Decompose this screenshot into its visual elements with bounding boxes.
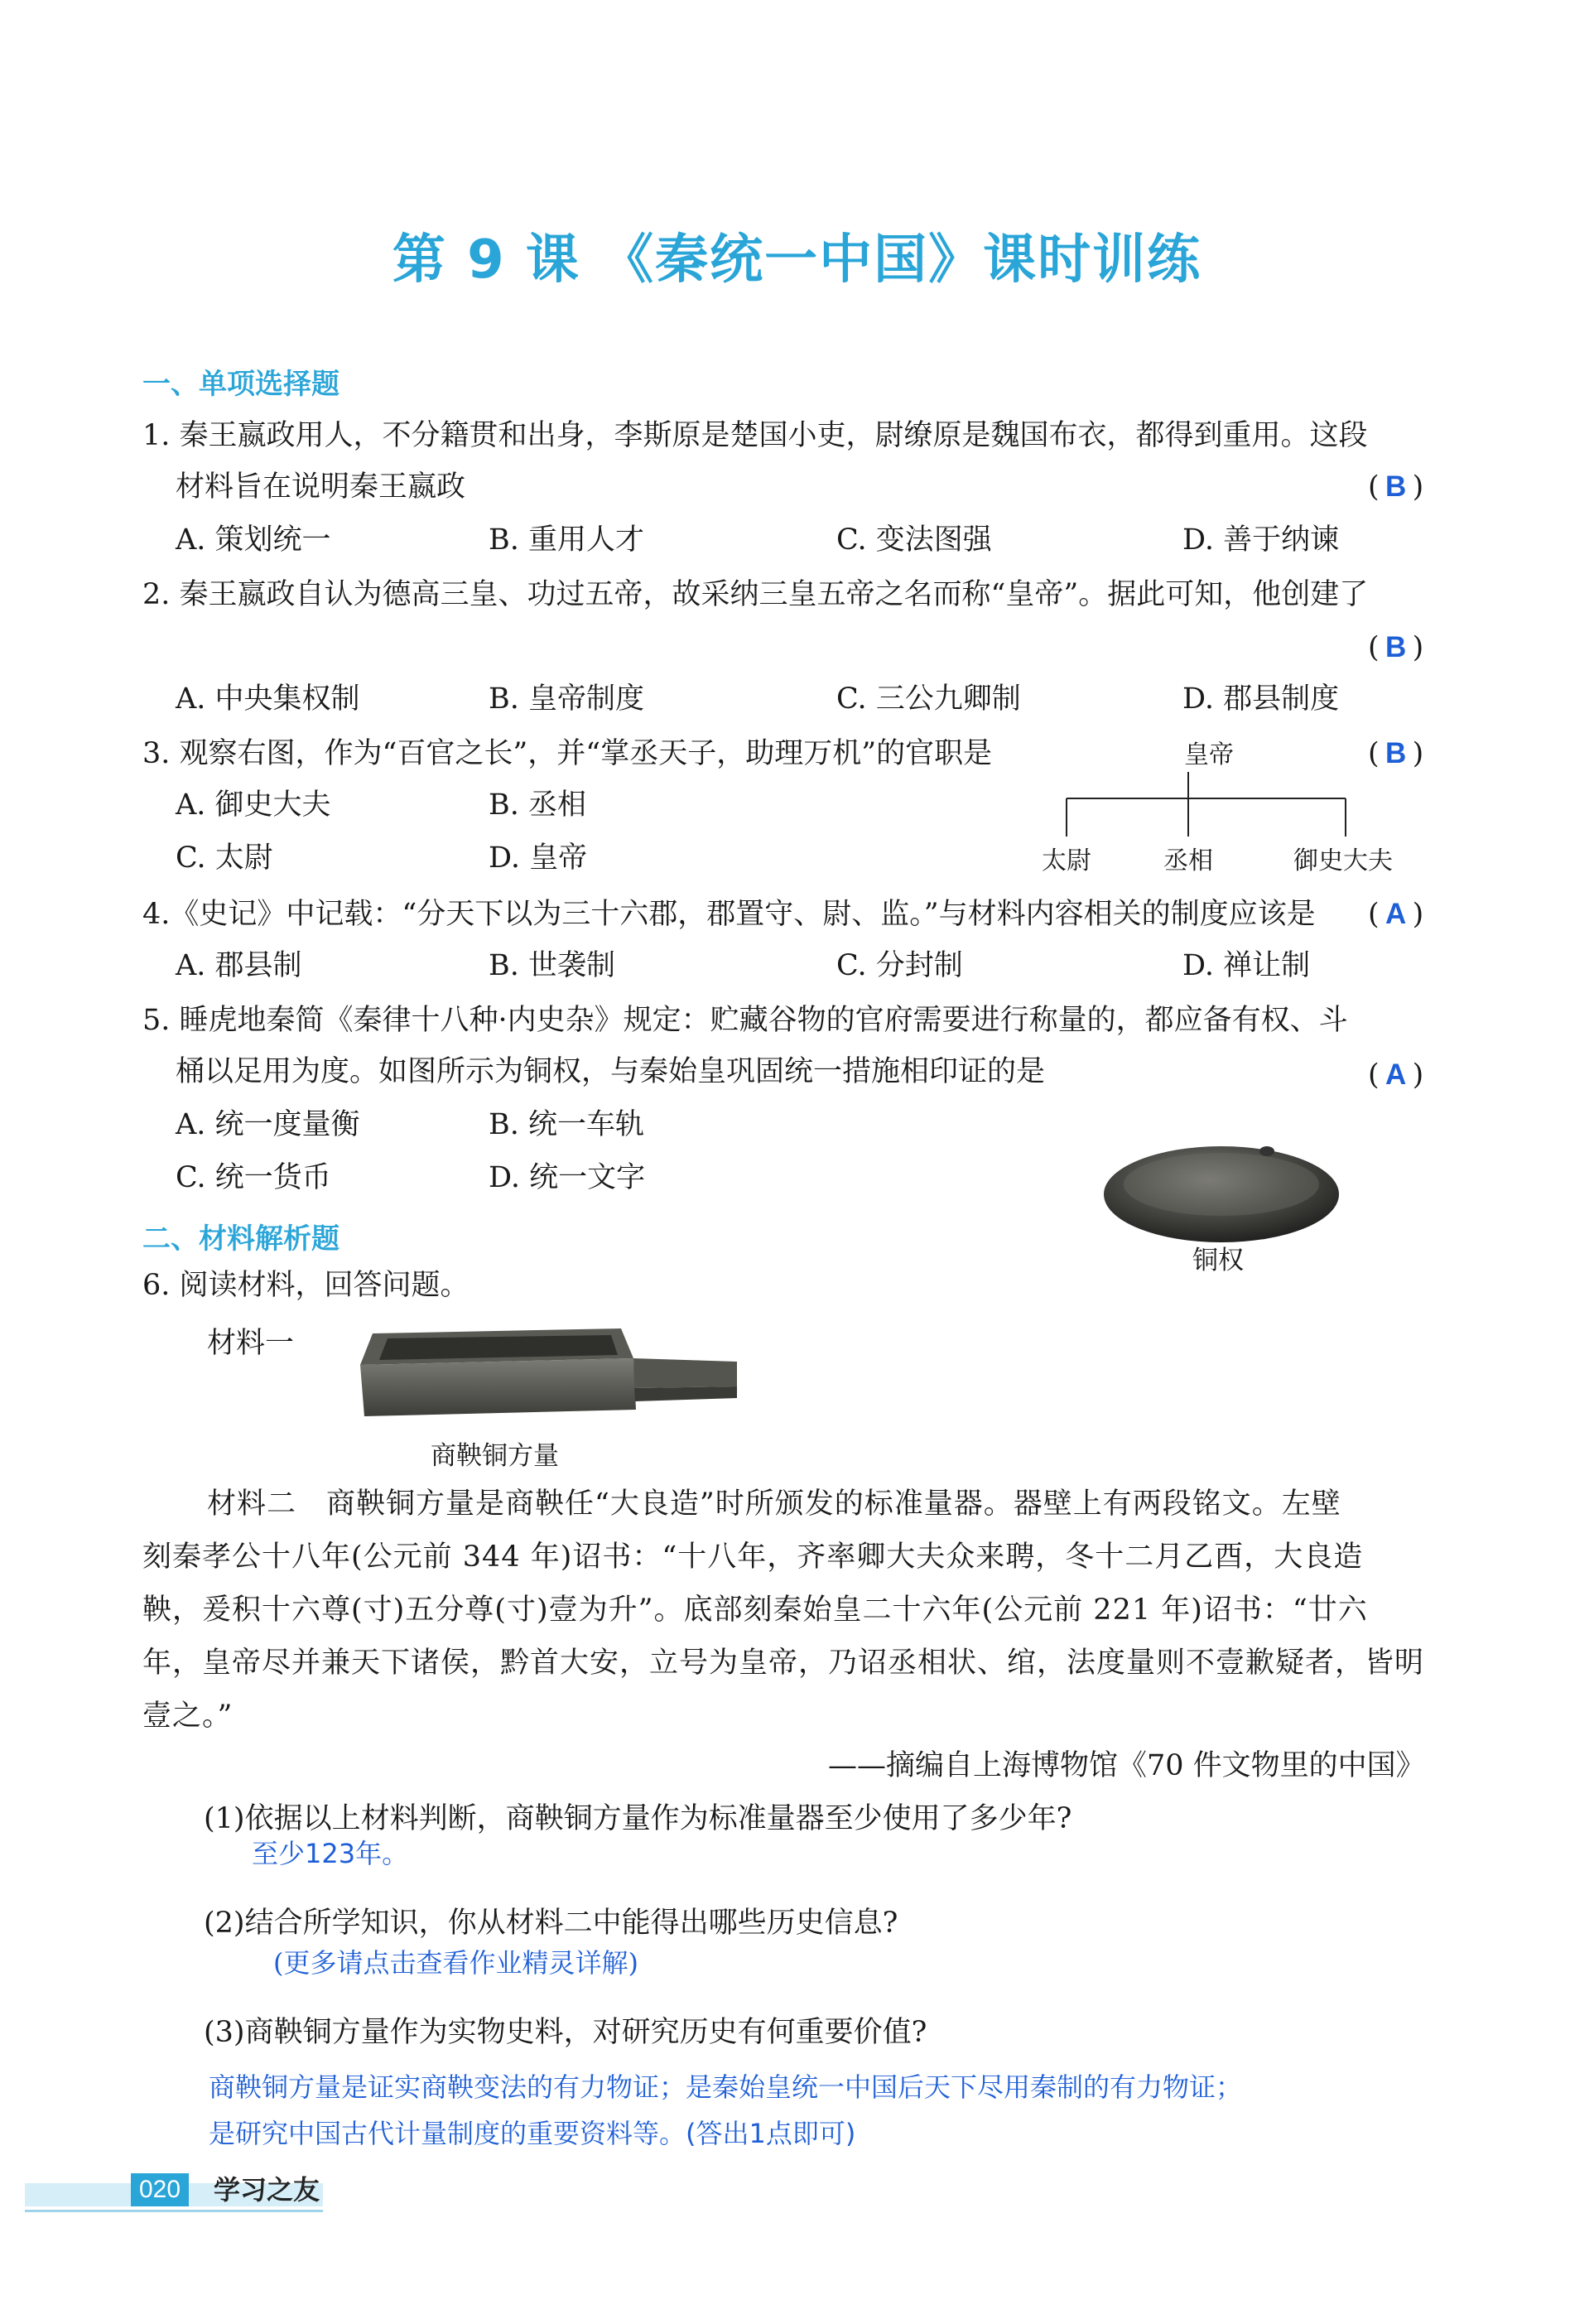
q3-option-b: B. 丞相 xyxy=(489,788,586,822)
q6-sub3-question: (3)商鞅铜方量作为实物史料，对研究历史有何重要价值? xyxy=(204,2016,927,2049)
material2-line5: 壹之。” xyxy=(142,1700,234,1733)
q5-stem-line2: 桶以足用为度。如图所示为铜权，与秦始皇巩固统一措施相印证的是 xyxy=(176,1055,1046,1088)
shang-yang-measure-image xyxy=(348,1319,745,1426)
q5-option-d: D. 统一文字 xyxy=(489,1161,646,1194)
q3-option-a: A. 御史大夫 xyxy=(176,788,331,822)
q1-answer: ( B ) xyxy=(1368,470,1424,504)
official-hierarchy-diagram xyxy=(1035,734,1393,883)
q1-option-d: D. 善于纳谏 xyxy=(1182,523,1340,557)
chart-node-taiwei: 太尉 xyxy=(1042,846,1091,875)
q4-stem-line1: 4.《史记》中记载：“分天下以为三十六郡，郡置守、尉、监。”与材料内容相关的制度应该是 xyxy=(142,898,1316,931)
q6-sub1-answer: 至少123年。 xyxy=(252,1838,409,1869)
bronze-weight-caption: 铜权 xyxy=(1192,1246,1244,1275)
q4-answer: ( A ) xyxy=(1368,898,1424,931)
q4-option-d: D. 禅让制 xyxy=(1182,949,1311,982)
q3-option-c: C. 太尉 xyxy=(176,841,273,875)
q6-sub2-answer-link[interactable]: (更多请点击查看作业精灵详解) xyxy=(273,1947,638,1979)
q3-stem-line1: 3. 观察右图，作为“百官之长”，并“掌丞天子，助理万机”的官职是 xyxy=(142,737,993,770)
chart-node-chengxiang: 丞相 xyxy=(1163,846,1213,875)
q1-stem-line1: 1. 秦王嬴政用人，不分籍贯和出身，李斯原是楚国小吏，尉缭原是魏国布衣，都得到重用。这段 xyxy=(142,419,1368,452)
q6-sub2-question: (2)结合所学知识，你从材料二中能得出哪些历史信息? xyxy=(204,1907,898,1940)
q2-answer: ( B ) xyxy=(1368,631,1424,664)
q5-answer: ( A ) xyxy=(1368,1058,1424,1092)
material2-line1: 材料二 商鞅铜方量是商鞅任“大良造”时所颁发的标准量器。器壁上有两段铭文。左壁 xyxy=(207,1487,1341,1521)
chart-node-emperor: 皇帝 xyxy=(1184,740,1234,769)
material1-caption: 商鞅铜方量 xyxy=(431,1441,559,1471)
q1-option-c: C. 变法图强 xyxy=(836,523,992,557)
q2-option-b: B. 皇帝制度 xyxy=(489,682,644,716)
q4-answer-letter: A xyxy=(1385,898,1407,930)
q2-option-a: A. 中央集权制 xyxy=(176,682,360,716)
q6-intro: 6. 阅读材料，回答问题。 xyxy=(142,1269,470,1302)
q5-option-c: C. 统一货币 xyxy=(176,1161,331,1194)
q2-answer-letter: B xyxy=(1385,631,1407,663)
page-title: 第 9 课 《秦统一中国》课时训练 xyxy=(392,229,1202,291)
q4-option-b: B. 世袭制 xyxy=(489,949,615,982)
material2-line2: 刻秦孝公十八年(公元前 344 年)诏书：“十八年，齐率卿大夫众来聘，冬十二月乙酉，大良造 xyxy=(142,1540,1364,1574)
material2-line4: 年，皇帝尽并兼天下诸侯，黔首大安，立号为皇帝，乃诏丞相状、绾，法度量则不壹歉疑者，皆明 xyxy=(142,1647,1425,1680)
q3-answer-letter: B xyxy=(1385,737,1407,769)
q1-option-a: A. 策划统一 xyxy=(176,523,331,557)
material1-label: 材料一 xyxy=(207,1327,295,1360)
footer-brand: 学习之友 xyxy=(214,2174,320,2206)
q2-option-c: C. 三公九卿制 xyxy=(836,682,1021,716)
q5-stem-line1: 5. 睡虎地秦简《秦律十八种·内史杂》规定：贮藏谷物的官府需要进行称量的，都应备有权、斗 xyxy=(142,1004,1348,1037)
q3-option-d: D. 皇帝 xyxy=(489,841,588,875)
q6-sub3-answer-line1: 商鞅铜方量是证实商鞅变法的有力物证；是秦始皇统一中国后天下尽用秦制的有力物证； xyxy=(209,2071,1243,2103)
q2-option-d: D. 郡县制度 xyxy=(1182,682,1340,716)
q4-option-a: A. 郡县制 xyxy=(176,949,302,982)
footer-rule xyxy=(25,2210,323,2212)
q1-answer-letter: B xyxy=(1385,470,1407,503)
section-heading-analysis: 二、材料解析题 xyxy=(142,1222,340,1256)
q3-answer: ( B ) xyxy=(1368,737,1424,770)
q1-stem-line2: 材料旨在说明秦王嬴政 xyxy=(176,470,466,504)
q1-option-b: B. 重用人才 xyxy=(489,523,644,557)
q5-option-a: A. 统一度量衡 xyxy=(176,1108,360,1141)
q2-stem-line1: 2. 秦王嬴政自认为德高三皇、功过五帝，故采纳三皇五帝之名而称“皇帝”。据此可知，他创建了 xyxy=(142,578,1369,611)
section-heading-choice: 一、单项选择题 xyxy=(142,368,340,401)
q5-answer-letter: A xyxy=(1385,1058,1407,1091)
q6-sub1-question: (1)依据以上材料判断，商鞅铜方量作为标准量器至少使用了多少年? xyxy=(204,1802,1072,1835)
material2-line3: 鞅，爰积十六尊(寸)五分尊(寸)壹为升”。底部刻秦始皇二十六年(公元前 221 年)诏书：“廿六 xyxy=(142,1594,1368,1627)
q4-option-c: C. 分封制 xyxy=(836,949,963,982)
material2-source: ——摘编自上海博物馆《70 件文物里的中国》 xyxy=(828,1749,1425,1782)
q5-option-b: B. 统一车轨 xyxy=(489,1108,644,1141)
bronze-weight-image xyxy=(1097,1126,1346,1251)
q6-sub3-answer-line2: 是研究中国古代计量制度的重要资料等。(答出1点即可) xyxy=(209,2118,856,2149)
page-number-badge: 020 xyxy=(131,2173,189,2206)
chart-node-yushidafu: 御史大夫 xyxy=(1293,846,1393,875)
